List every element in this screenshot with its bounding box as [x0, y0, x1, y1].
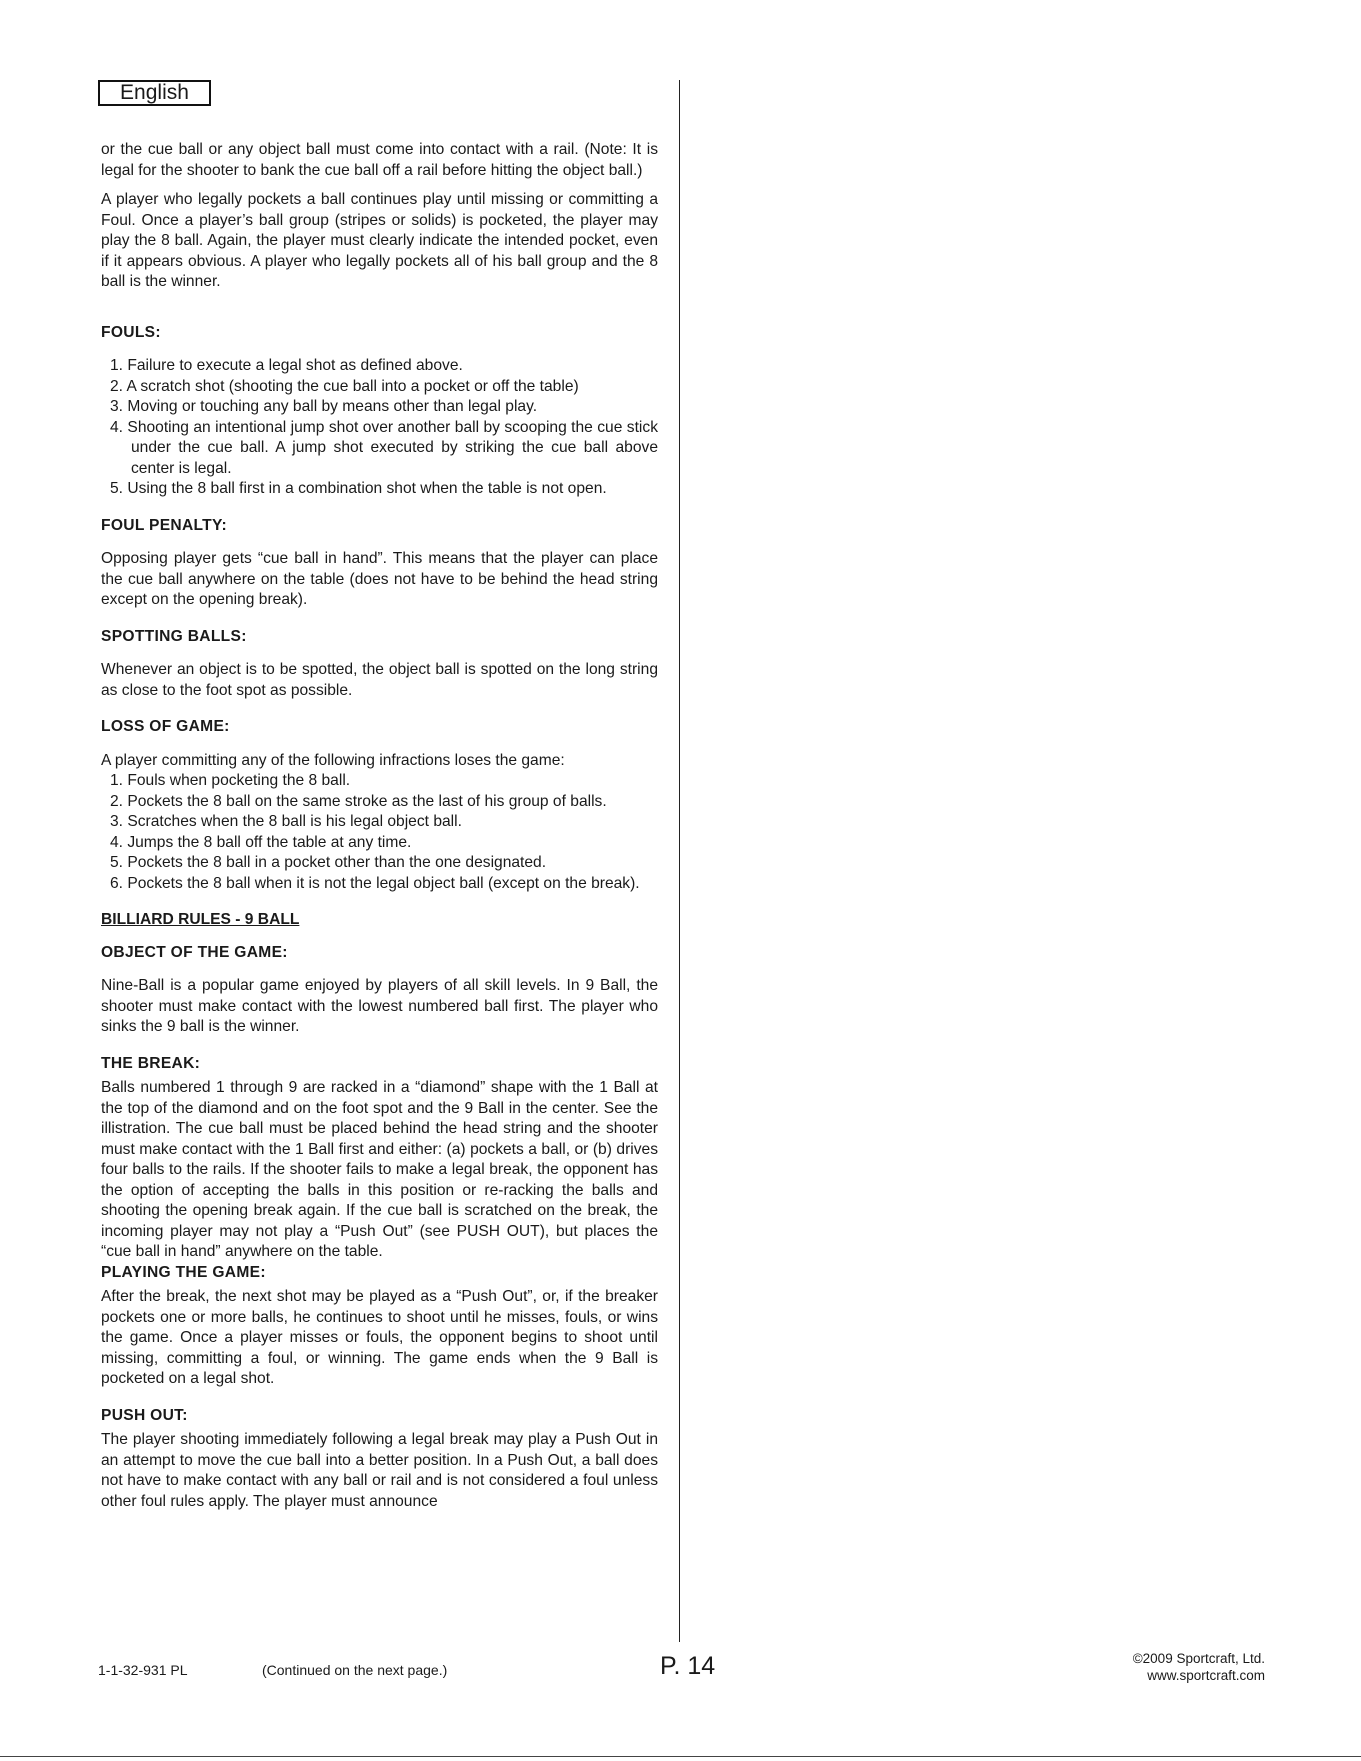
loss-of-game-heading: LOSS OF GAME: — [101, 718, 230, 735]
list-item: 2. A scratch shot (shooting the cue ball into a pocket or off the table) — [110, 377, 579, 395]
playing-the-game-heading: PLAYING THE GAME: — [101, 1263, 266, 1281]
playing-the-game-text: After the break, the next shot may be played as a “Push Out”, or, if the breaker pockets one or more balls, he continues to shoot until he misses, fouls, or wins the game. Once a player misses or fouls, the opponent begins to shoot until missing, committing a foul, or winning. The game ends when the 9 Ball is pocketed on a legal shot. — [101, 1288, 658, 1387]
list-item: 4. Shooting an intentional jump shot over another ball by scooping the cue stick under the cue ball. A jump shot executed by striking the cue ball above center is legal. — [110, 418, 658, 477]
list-item: 1. Fouls when pocketing the 8 ball. — [110, 772, 351, 789]
part-number: 1-1-32-931 PL — [98, 1662, 188, 1678]
intro-paragraph-1: or the cue ball or any object ball must come into contact with a rail. (Note: It is legal for the shooter to bank the cue ball off a rail before hitting the object ball.) — [101, 141, 658, 179]
fouls-list — [101, 356, 658, 500]
object-of-game-heading: OBJECT OF THE GAME: — [101, 943, 288, 961]
list-item: 3. Scratches when the 8 ball is his legal object ball. — [110, 813, 462, 830]
list-item: 1. Failure to execute a legal shot as defined above. — [110, 357, 463, 374]
push-out-heading: PUSH OUT: — [101, 1406, 188, 1424]
website-text: www.sportcraft.com — [1147, 1668, 1265, 1683]
nine-ball-title: BILLIARD RULES - 9 BALL — [101, 911, 300, 928]
main-column — [101, 140, 658, 1512]
object-of-game-text: Nine-Ball is a popular game enjoyed by players of all skill levels. In 9 Ball, the shooter must make contact with the lowest numbered ball first. The player who sinks the 9 ball is the winner. — [101, 977, 658, 1035]
spotting-balls-text: Whenever an object is to be spotted, the object ball is spotted on the long string as close to the foot spot as possible. — [101, 661, 658, 699]
loss-of-game-intro: A player committing any of the following infractions loses the game: — [101, 751, 565, 769]
list-item: 3. Moving or touching any ball by means other than legal play. — [110, 398, 538, 415]
loss-of-game-list — [101, 771, 658, 894]
bottom-rule — [0, 1756, 1361, 1757]
copyright-block — [1133, 1650, 1265, 1684]
list-item: 2. Pockets the 8 ball on the same stroke as the last of his group of balls. — [110, 792, 607, 810]
push-out-text: The player shooting immediately following a legal break may play a Push Out in an attempt to move the cue ball into a better position. In a Push Out, a ball does not have to make contact with any ball or rail and is not considered a foul unless other foul rules apply. The player must announce — [101, 1431, 658, 1510]
list-item: 6. Pockets the 8 ball when it is not the legal object ball (except on the break). — [110, 874, 640, 892]
copyright-text: ©2009 Sportcraft, Ltd. — [1132, 1651, 1265, 1666]
intro-paragraph-2: A player who legally pockets a ball continues play until missing or committing a Foul. Once a player’s ball group (stripes or solids) is pocketed, the player may play the 8 ball. Again, the player must clearly indicate the intended pocket, even if it appears obvious. A player who legally pockets all of his ball group and the 8 ball is the winner. — [101, 191, 658, 290]
column-divider — [679, 80, 680, 1642]
list-item: 4. Jumps the 8 ball off the table at any time. — [110, 833, 412, 851]
continued-note: (Continued on the next page.) — [262, 1662, 448, 1678]
foul-penalty-text: Opposing player gets “cue ball in hand”. This means that the player can place the cue ball anywhere on the table (does not have to be behind the head string except on the opening break). — [101, 550, 658, 608]
list-item: 5. Using the 8 ball first in a combination shot when the table is not open. — [110, 480, 607, 497]
the-break-text: Balls numbered 1 through 9 are racked in a “diamond” shape with the 1 Ball at the top of the diamond and on the foot spot and the 9 Ball in the center. See the illistration. The cue ball must be placed behind the head string and the shooter must make contact with the 1 Ball first and either: (a) pockets a ball, or (b) drives four balls to the rails. If the shooter fails to make a legal break, the opponent has the option of accepting the balls in this position or re-racking the balls and shooting the opening break again. If the cue ball is scratched on the break, the incoming player may not play a “Push Out” (see PUSH OUT), but places the “cue ball in hand” anywhere on the table. — [101, 1079, 658, 1260]
page-number: P. 14 — [660, 1652, 716, 1680]
fouls-heading: FOULS: — [101, 323, 161, 341]
foul-penalty-heading: FOUL PENALTY: — [101, 516, 228, 534]
list-item: 5. Pockets the 8 ball in a pocket other than the one designated. — [110, 854, 547, 871]
the-break-heading: THE BREAK: — [101, 1054, 201, 1072]
spotting-balls-heading: SPOTTING BALLS: — [101, 627, 247, 645]
language-label: English — [98, 80, 211, 106]
